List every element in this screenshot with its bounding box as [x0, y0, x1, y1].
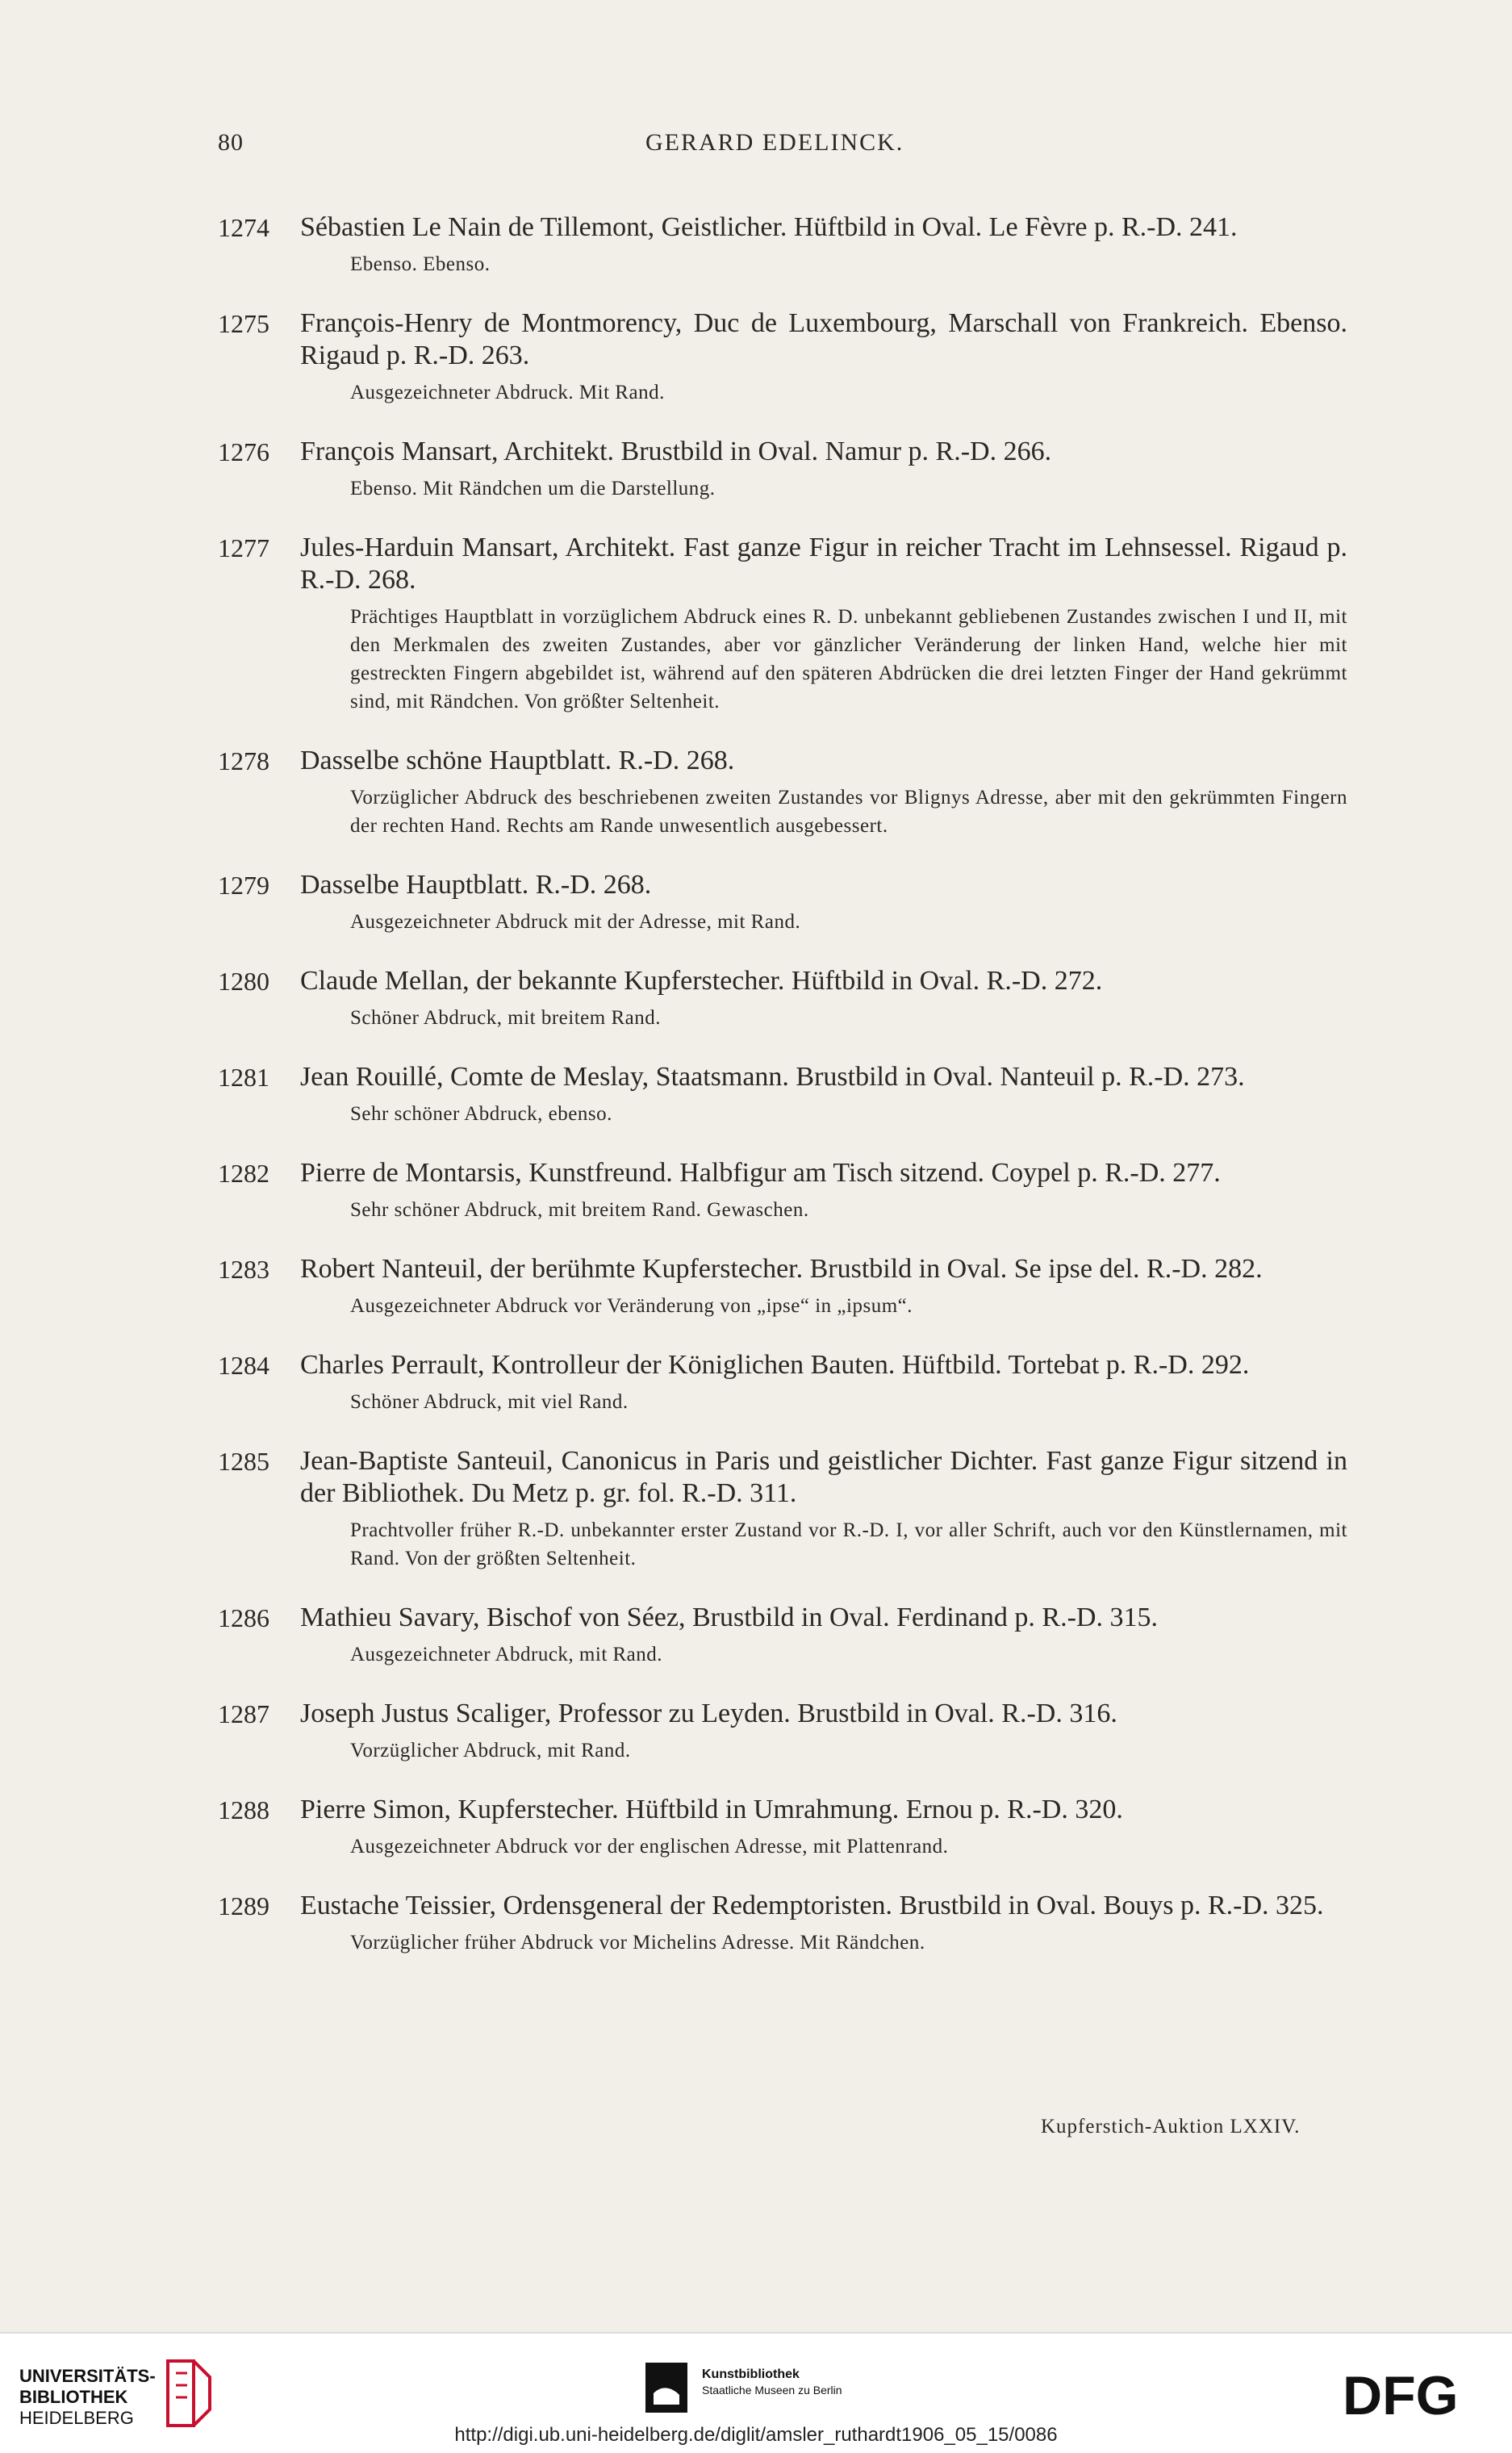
entry-number: 1281: [218, 1063, 269, 1092]
catalogue-entry: [218, 1602, 1347, 1669]
entry-note: Ebenso. Ebenso.: [350, 253, 491, 275]
entry-title: Eustache Teissier, Ordensgeneral der Redemptoristen. Brustbild in Oval. Bouys p. R.-D. 325.: [300, 1891, 1324, 1920]
catalogue-entry: [218, 1061, 1347, 1128]
entry-number: 1284: [218, 1351, 269, 1380]
entry-title: Jules-Harduin Mansart, Architekt. Fast ganze Figur in reicher Tracht im Lehnsessel. Rigaud p. R.-D. 268.: [300, 533, 1347, 595]
entry-note: Sehr schöner Abdruck, mit breitem Rand. Gewaschen.: [350, 1199, 809, 1221]
entry-number: 1279: [218, 871, 269, 900]
entry-note: Ausgezeichneter Abdruck. Mit Rand.: [350, 382, 665, 403]
entry-number: 1282: [218, 1159, 269, 1188]
catalogue-entry: [218, 965, 1347, 1032]
entry-note: Ausgezeichneter Abdruck vor der englischen Adresse, mit Plattenrand.: [350, 1836, 949, 1858]
catalogue-entry: [218, 1794, 1347, 1861]
entry-note: Ausgezeichneter Abdruck, mit Rand.: [350, 1644, 663, 1665]
catalogue-entry: [218, 869, 1347, 936]
entry-note: Prachtvoller früher R.-D. unbekannter erster Zustand vor R.-D. I, vor aller Schrift, auch vor den Künstlernamen, mit Rand. Von der größten Seltenheit.: [350, 1519, 1347, 1569]
entry-note: Ebenso. Mit Rändchen um die Darstellung.: [350, 478, 716, 499]
kb-line1: Kunstbibliothek: [702, 2367, 800, 2381]
entry-title: Jean Rouillé, Comte de Meslay, Staatsmann. Brustbild in Oval. Nanteuil p. R.-D. 273.: [300, 1062, 1245, 1092]
uni-logo-line3: HEIDELBERG: [19, 2408, 134, 2428]
kunstbibliothek-icon: [645, 2363, 687, 2413]
entry-title: François Mansart, Architekt. Brustbild in Oval. Namur p. R.-D. 266.: [300, 437, 1052, 466]
uni-logo-line2: BIBLIOTHEK: [19, 2387, 128, 2407]
entry-note: Prächtiges Hauptblatt in vorzüglichem Abdruck eines R. D. unbekannt gebliebenen Zustandes zwischen I und II, mit den Merkmalen des zweiten Zustandes, aber vor gänzlicher Veränderung der linken Hand, welche hier mit gestreckten Fingern abgebildet ist, während auf den späteren Abdrücken die drei letzten Finger der Hand gekrümmt sind, mit Rändchen. Von größter Seltenheit.: [350, 606, 1347, 712]
entry-number: 1274: [218, 213, 269, 242]
entry-number: 1276: [218, 437, 269, 466]
catalogue-entry: [218, 307, 1347, 407]
footer-note: Kupferstich-Auktion LXXIV.: [1041, 2116, 1301, 2137]
catalogue-entry: [218, 436, 1347, 503]
entry-title: Robert Nanteuil, der berühmte Kupferstecher. Brustbild in Oval. Se ipse del. R.-D. 282.: [300, 1254, 1263, 1284]
uni-logo-line1: UNIVERSITÄTS-: [19, 2366, 156, 2386]
dfg-logo[interactable]: [1343, 2366, 1488, 2422]
catalogue-entries: [218, 211, 1347, 1986]
entry-number: 1283: [218, 1255, 269, 1284]
entry-note: Ausgezeichneter Abdruck vor Veränderung von „ipse“ in „ipsum“.: [350, 1295, 913, 1317]
entry-number: 1289: [218, 1891, 269, 1920]
university-seal-icon: [161, 2353, 213, 2434]
entry-title: Pierre de Montarsis, Kunstfreund. Halbfigur am Tisch sitzend. Coypel p. R.-D. 277.: [300, 1158, 1221, 1188]
university-library-logo[interactable]: [19, 2366, 156, 2429]
entry-title: Claude Mellan, der bekannte Kupferstecher. Hüftbild in Oval. R.-D. 272.: [300, 966, 1103, 996]
entry-note: Ausgezeichneter Abdruck mit der Adresse, mit Rand.: [350, 911, 801, 933]
entry-number: 1287: [218, 1699, 269, 1728]
entry-number: 1285: [218, 1447, 269, 1476]
entry-note: Sehr schöner Abdruck, ebenso.: [350, 1103, 612, 1125]
entry-number: 1288: [218, 1795, 269, 1824]
catalogue-entry: [218, 211, 1347, 278]
entry-number: 1280: [218, 967, 269, 996]
entry-number: 1278: [218, 746, 269, 775]
permalink-url[interactable]: http://digi.ub.uni-heidelberg.de/diglit/amsler_ruthardt1906_05_15/0086: [454, 2424, 1058, 2446]
entry-title: Charles Perrault, Kontrolleur der Königlichen Bauten. Hüftbild. Tortebat p. R.-D. 292.: [300, 1350, 1250, 1380]
kb-line2: Staatliche Museen zu Berlin: [702, 2384, 842, 2397]
entry-note: Vorzüglicher Abdruck des beschriebenen zweiten Zustandes vor Blignys Adresse, aber mit den gekrümmten Fingern der rechten Hand. Rechts am Rande unwesentlich ausgebessert.: [350, 787, 1347, 837]
catalogue-entry: [218, 1890, 1347, 1957]
catalogue-entry: [218, 1698, 1347, 1765]
entry-number: 1277: [218, 533, 269, 562]
entry-note: Schöner Abdruck, mit viel Rand.: [350, 1391, 629, 1413]
digitization-banner: [0, 2332, 1512, 2453]
entry-title: Dasselbe Hauptblatt. R.-D. 268.: [300, 870, 652, 900]
catalogue-entry: [218, 532, 1347, 716]
dfg-logo-text: DFG: [1343, 2366, 1459, 2422]
page-number: 80: [218, 129, 244, 156]
entry-title: Joseph Justus Scaliger, Professor zu Leyden. Brustbild in Oval. R.-D. 316.: [300, 1699, 1117, 1728]
entry-note: Vorzüglicher Abdruck, mit Rand.: [350, 1740, 631, 1761]
catalogue-entry: [218, 1253, 1347, 1320]
entry-title: Pierre Simon, Kupferstecher. Hüftbild in Umrahmung. Ernou p. R.-D. 320.: [300, 1795, 1123, 1824]
entry-number: 1275: [218, 309, 269, 338]
entry-title: François-Henry de Montmorency, Duc de Luxembourg, Marschall von Frankreich. Ebenso. Rigaud p. R.-D. 263.: [300, 308, 1347, 370]
catalogue-entry: [218, 1157, 1347, 1224]
catalogue-entry: [218, 745, 1347, 840]
catalogue-entry: [218, 1445, 1347, 1573]
catalogue-entry: [218, 1349, 1347, 1416]
entry-note: Schöner Abdruck, mit breitem Rand.: [350, 1007, 661, 1029]
entry-number: 1286: [218, 1603, 269, 1632]
entry-title: Dasselbe schöne Hauptblatt. R.-D. 268.: [300, 746, 735, 775]
entry-title: Sébastien Le Nain de Tillemont, Geistlicher. Hüftbild in Oval. Le Fèvre p. R.-D. 241.: [300, 212, 1238, 242]
entry-note: Vorzüglicher früher Abdruck vor Michelins Adresse. Mit Rändchen.: [350, 1932, 925, 1954]
running-title: GERARD EDELINCK.: [645, 129, 904, 156]
entry-title: Jean-Baptiste Santeuil, Canonicus in Paris und geistlicher Dichter. Fast ganze Figur sitzend in der Bibliothek. Du Metz p. gr. fol. R.-D. 311.: [300, 1446, 1347, 1508]
entry-title: Mathieu Savary, Bischof von Séez, Brustbild in Oval. Ferdinand p. R.-D. 315.: [300, 1603, 1158, 1632]
